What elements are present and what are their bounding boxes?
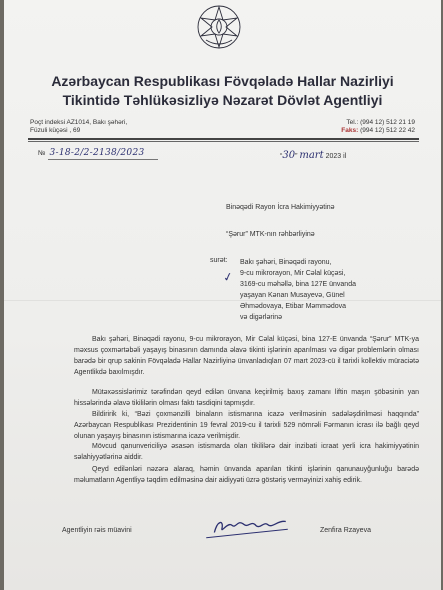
contact-block: [341, 119, 415, 135]
signatory-name: Zenfira Rzayeva: [320, 527, 371, 534]
tel-value: (994 12) 512 21 19: [360, 119, 415, 126]
reference-prefix: №: [38, 150, 46, 157]
reference-number: [38, 148, 145, 158]
recipient-secondary: “Şərur” MTK-nın rəhbərliyinə: [226, 231, 315, 238]
date-day: 30: [282, 150, 296, 161]
copy-label: surət:: [210, 257, 228, 264]
reference-date: “30” mart 2023 il: [280, 150, 347, 161]
header-divider-thin: [28, 141, 419, 142]
address-block: [30, 119, 127, 135]
document-page: [4, 0, 441, 590]
date-suffix: il: [343, 153, 347, 160]
check-mark-icon: ✓: [221, 269, 235, 285]
fax-line: [341, 127, 415, 135]
reference-handwritten: 3-18-2/2-2138/2023: [49, 148, 145, 158]
copy-recipients: Bakı şəhəri, Binəqədi rayonu, 9-cu mikrorayon, Mir Cəlal küçəsi, 3169-cu məhəllə, bina 127E ünvanda yaşayan Kənan Musayevə, Günel Əhmədovaya, Etibar Məmmədova və digərlərinə: [240, 259, 356, 321]
reference-underline: [48, 159, 158, 160]
signatory-position: Agentliyin rəis müavini: [62, 527, 132, 534]
body-paragraph: Qeyd edilənləri nəzərə alaraq, həmin ünvanda aparılan tikinti işlərinin qanunauyğunluğu barədə məlumatların Agentliyə təqdim edilməsinə dair aidiyyəti üzrə göstəriş verməyinizi xahiş edirik.: [74, 466, 419, 484]
body-paragraph: Bildiririk ki, “Bəzi çoxmənzilli binaların istismarına icazə verilməsinin sadələşdirilməsi haqqında” Azərbaycan Respublikası Prezidentinin 19 fevral 2019-cu il tarixli 529 nömrəli Fərmanın icrası ilə bağlı qeyd olunan yaşayış binasının istismarına icazə verilmişdir.: [74, 411, 419, 440]
body-paragraph: Mövcud qanunvericiliyə əsasən istismarda olan tikililərə dair inzibati icraat yerli icra hakimiyyətinin səlahiyyətlərinə aiddir.: [74, 443, 419, 461]
title-ministry: Azərbaycan Respublikası Fövqəladə Hallar Nazirliyi: [51, 73, 394, 89]
date-year: 2023: [325, 153, 342, 160]
address-line: Füzuli küçəsi , 69: [30, 127, 81, 134]
body-paragraph: Mütəxəssislərimiz tərəfindən qeyd edilən ünvana keçirilmiş baxış zamanı liftin maşın şöbəsinin yan hissələrində əlavə tikililərin olması faktı təsdiqini tapmışdır.: [74, 389, 419, 407]
state-emblem-icon: [196, 4, 242, 50]
title-agency: Tikintidə Təhlükəsizliyə Nəzarət Dövlət Agentliyi: [62, 92, 383, 108]
fax-label: Faks:: [341, 127, 359, 134]
fax-value: (994 12) 512 22 42: [360, 127, 415, 134]
tel-label: Tel.:: [346, 119, 359, 126]
date-month: mart: [299, 150, 324, 161]
recipient-primary: Binəqədi Rayon İcra Hakimiyyətinə: [226, 204, 335, 211]
header-divider: [28, 138, 419, 140]
address-line: Poçt indeksi AZ1014, Bakı şəhəri,: [30, 119, 128, 126]
body-paragraph: Bakı şəhəri, Binəqədi rayonu, 9-cu mikrorayon, Mir Cəlal küçəsi, bina 127-E ünvanda “Şərur” MTK-ya məxsus çoxmərtəbəli yaşayış binasının damında əlavə tikinti işlərinin aparılması və digər problemlərin olması barədə bir qrup sakinin Fövqəladə Hallar Nazirliyinə ünvanladıqları 07 mart 2023-cü il tarixli kollektiv müraciətə Agentlikdə baxılmışdır.: [74, 336, 419, 376]
tel-line: [341, 119, 415, 127]
